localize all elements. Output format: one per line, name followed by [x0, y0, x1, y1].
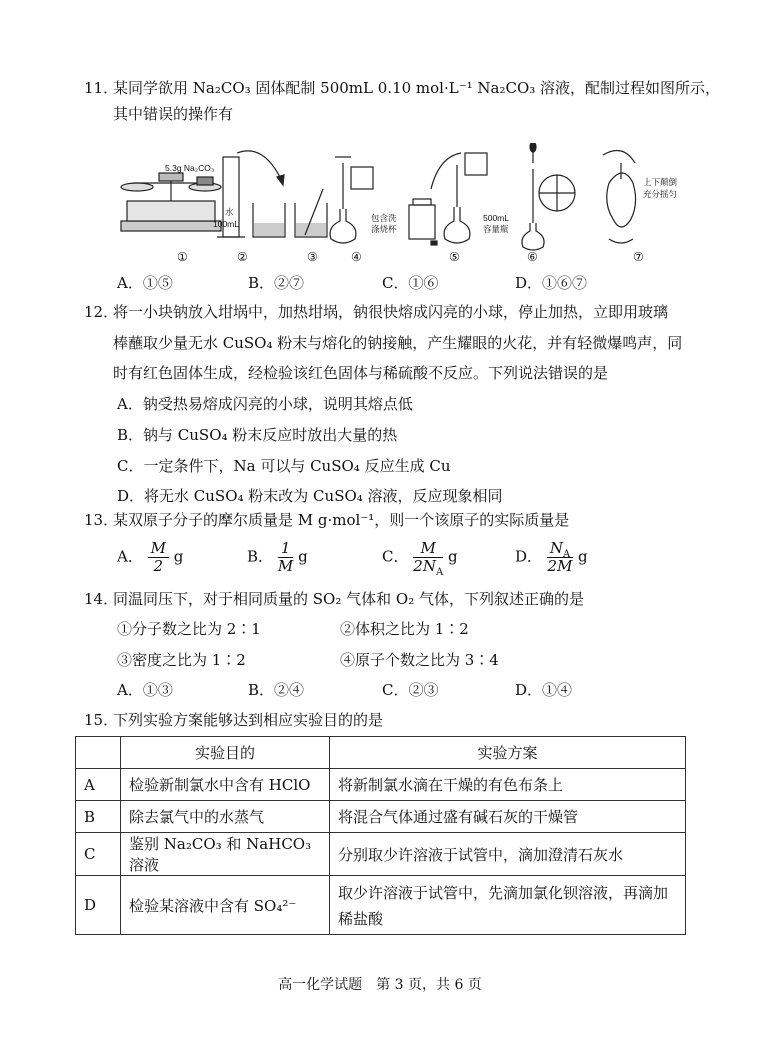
- q11-stem-line2: 其中错误的操作有: [113, 105, 234, 123]
- q13-option-d-fraction: [547, 540, 573, 575]
- q13-stem: 某双原子分子的摩尔质量是 M g·mol⁻¹，则一个该原子的实际质量是: [113, 511, 570, 529]
- shake-label-1: 上下颠倒: [643, 177, 678, 187]
- table-cell-method: 将新制氯水滴在干燥的有色布条上: [330, 769, 686, 801]
- q14-option-d[interactable]: D．①④: [515, 681, 573, 699]
- table-header-cell: 实验方案: [330, 737, 686, 769]
- fraction-numerator: M: [413, 540, 443, 558]
- table-cell-method-line1: 取少许溶液于试管中，先滴加氯化钡溶液，再滴加: [338, 884, 669, 902]
- q12-option-b[interactable]: B．钠与 CuSO₄ 粉末反应时放出大量的热: [117, 426, 398, 444]
- q12-number: 12．: [84, 303, 119, 321]
- step-2-label: ②: [237, 250, 248, 264]
- fraction-denominator: 2M: [547, 557, 573, 575]
- q14-stem: 同温同压下，对于相同质量的 SO₂ 气体和 O₂ 气体，下列叙述正确的是: [113, 590, 584, 608]
- q13-option-b[interactable]: [247, 540, 308, 575]
- step-3-label: ③: [307, 250, 318, 264]
- water-label: 水: [225, 207, 234, 217]
- q13-option-b-fraction: [278, 540, 294, 575]
- table-cell-purpose: 检验新制氯水中含有 HClO: [121, 769, 330, 801]
- q11-option-a[interactable]: A．①⑤: [117, 274, 173, 292]
- q11-option-c[interactable]: C．①⑥: [382, 274, 439, 292]
- table-cell-method-line2: 稀盐酸: [338, 910, 384, 928]
- q14-statement-4: ④原子个数之比为 3∶4: [340, 651, 499, 669]
- table-cell-purpose: 鉴别 Na₂CO₃ 和 NaHCO₃ 溶液: [121, 833, 330, 876]
- q14-statement-3: ③密度之比为 1∶2: [117, 651, 246, 669]
- q13-option-a-fraction: [148, 540, 169, 575]
- step-4-label: ④: [351, 250, 362, 264]
- table-cell-option: A: [76, 769, 121, 801]
- q12-option-a[interactable]: A．钠受热易熔成闪亮的小球，说明其熔点低: [117, 395, 413, 413]
- apparatus-drawing: [113, 143, 683, 265]
- flask-label-1: 500mL: [483, 213, 509, 223]
- q13-option-c-letter: C．: [382, 547, 409, 566]
- q13-option-c-unit: g: [447, 547, 458, 566]
- table-cell-option: C: [76, 833, 121, 876]
- q13-option-a-unit: g: [173, 547, 184, 566]
- fraction-numerator: $N_A$: [547, 540, 573, 558]
- q11-option-b[interactable]: B．②⑦: [248, 274, 305, 292]
- rinse-beaker-icon: [409, 199, 437, 245]
- q15-number: 15．: [84, 711, 119, 729]
- q11-stem-line1: 某同学欲用 Na₂CO₃ 固体配制 500mL 0.10 mol·L⁻¹ Na₂CO₃ 溶液，配制过程如图所示，: [113, 79, 721, 97]
- reagent-label: 5.3g Na₂CO₃: [165, 163, 215, 173]
- shake-label-2: 充分摇匀: [643, 189, 678, 199]
- table-cell-option: D: [76, 876, 121, 935]
- table-cell-purpose: 检验某溶液中含有 SO₄²⁻: [121, 876, 330, 935]
- q11-apparatus-figure: [113, 143, 683, 265]
- q13-number: 13．: [84, 511, 119, 529]
- fraction-numerator: M: [148, 540, 169, 558]
- q15-stem: 下列实验方案能够达到相应实验目的的是: [113, 711, 384, 729]
- volumetric-flask-pour-icon: [431, 153, 487, 243]
- q14-statement-2: ②体积之比为 1∶2: [340, 620, 469, 638]
- q12-option-d[interactable]: D．将无水 CuSO₄ 粉末改为 CuSO₄ 溶液，反应现象相同: [117, 487, 503, 505]
- step-6-label: ⑥: [527, 250, 538, 264]
- q15-experiment-table: [75, 736, 686, 935]
- fraction-denominator: 2: [153, 557, 164, 575]
- beaker-icon: [253, 203, 285, 237]
- table-cell-method: 分别取少许溶液于试管中，滴加澄清石灰水: [330, 833, 686, 876]
- step-5-label: ⑤: [449, 250, 460, 264]
- table-row[interactable]: [76, 833, 686, 876]
- table-header-cell: 实验目的: [121, 737, 330, 769]
- table-row[interactable]: [76, 876, 686, 935]
- q14-number: 14．: [84, 590, 119, 608]
- q14-option-c[interactable]: C．②③: [382, 681, 439, 699]
- q12-stem-line2: 棒蘸取少量无水 CuSO₄ 粉末与熔化的钠接触，产生耀眼的火花，并有轻微爆鸣声，同: [113, 334, 683, 352]
- cylinder-volume-label: 100mL: [213, 219, 239, 229]
- q14-statement-1: ①分子数之比为 2∶1: [117, 620, 261, 638]
- q13-option-d[interactable]: [515, 540, 588, 575]
- wash-label-1: 包含洗: [371, 213, 397, 223]
- step-7-label: ⑦: [633, 250, 644, 264]
- table-cell-method: [330, 876, 686, 935]
- q13-option-a[interactable]: [117, 540, 183, 575]
- beaker-stirring-icon: [295, 189, 327, 237]
- q13-option-b-unit: g: [298, 547, 308, 566]
- balance-icon: [121, 173, 221, 231]
- wash-label-2: 涤烧杯: [371, 224, 397, 234]
- q13-option-d-letter: D．: [515, 547, 543, 566]
- q12-stem-line1: 将一小块钠放入坩埚中，加热坩埚，钠很快熔成闪亮的小球，停止加热，立即用玻璃: [113, 303, 669, 321]
- q11-number: 11．: [84, 79, 119, 97]
- q13-option-b-letter: B．: [247, 547, 274, 566]
- q14-option-b[interactable]: B．②④: [248, 681, 305, 699]
- step-1-label: ①: [177, 250, 188, 264]
- table-row[interactable]: [76, 801, 686, 833]
- table-cell-purpose: 除去氯气中的水蒸气: [121, 801, 330, 833]
- q13-option-a-letter: A．: [117, 547, 143, 566]
- q12-option-c[interactable]: C．一定条件下，Na 可以与 CuSO₄ 反应生成 Cu: [117, 457, 451, 475]
- volumetric-flask-dropper-icon: [522, 143, 575, 250]
- page-footer: 高一化学试题 第 3 页，共 6 页: [278, 977, 482, 993]
- q13-option-c[interactable]: [382, 539, 458, 578]
- q11-option-d[interactable]: D．①⑥⑦: [515, 274, 588, 292]
- table-header-cell: [76, 737, 121, 769]
- fraction-denominator: M: [277, 557, 294, 575]
- q14-option-a[interactable]: A．①③: [117, 681, 173, 699]
- q13-option-d-unit: g: [577, 547, 588, 566]
- flask-label-2: 容量瓶: [483, 224, 509, 234]
- table-cell-method: 将混合气体通过盛有碱石灰的干燥管: [330, 801, 686, 833]
- fraction-numerator: 1: [278, 540, 294, 558]
- q13-option-c-fraction: [413, 539, 444, 578]
- table-row[interactable]: [76, 769, 686, 801]
- q12-stem-line3: 时有红色固体生成，经检验该红色固体与稀硫酸不反应。下列说法错误的是: [113, 364, 609, 382]
- shaking-hand-icon: [603, 151, 636, 244]
- fraction-denominator: $2N_A$: [413, 557, 444, 578]
- table-header-row: [76, 737, 686, 769]
- table-cell-option: B: [76, 801, 121, 833]
- volumetric-flask-funnel-icon: [330, 157, 373, 243]
